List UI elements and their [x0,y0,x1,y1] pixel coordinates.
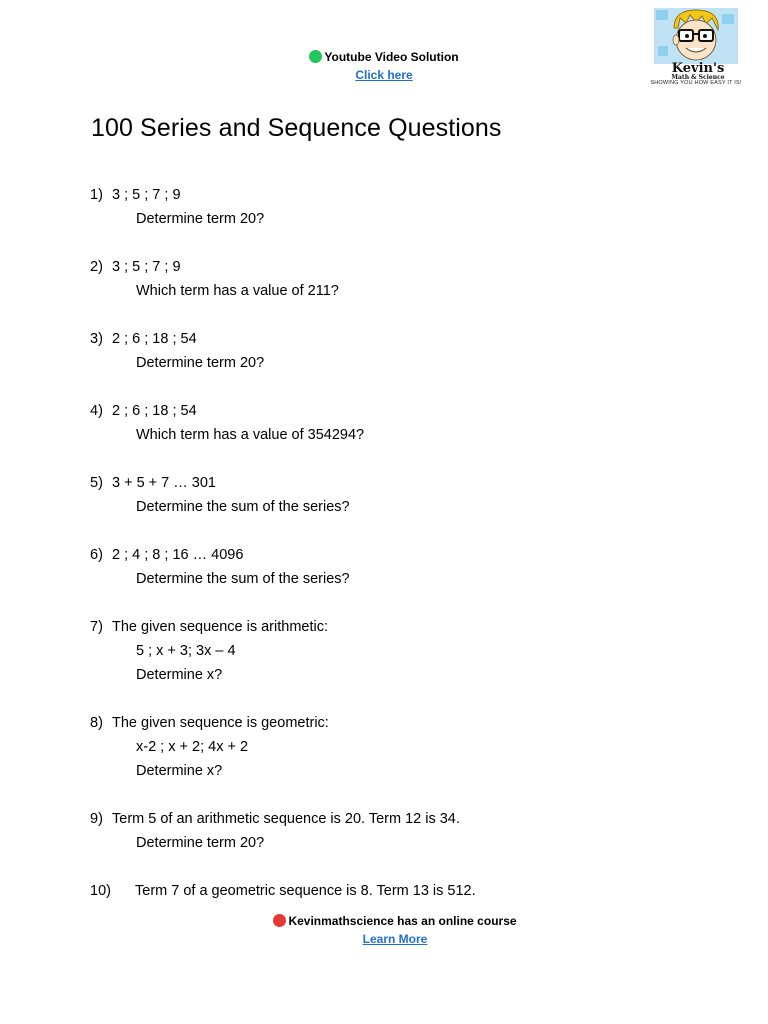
logo-name: Kevin's [671,61,725,76]
question-number: 6) [90,547,103,563]
question-line: Determine term 20? [136,835,265,851]
question-line: Determine the sum of the series? [136,571,350,587]
question-text: Term 7 of a geometric sequence is 8. Term 13 is 512. [135,883,476,899]
question-number: 3) [90,331,103,347]
logo-subname: Math & Science [671,74,725,81]
learn-more-link[interactable]: Learn More [362,932,428,946]
question-number: 5) [90,475,103,491]
question-number: 9) [90,811,103,827]
question-text: 3 ; 5 ; 7 ; 9 [112,259,181,275]
question-number: 2) [90,259,103,275]
question-text: 3 + 5 + 7 … 301 [112,475,216,491]
question-number: 7) [90,619,103,635]
question-item [90,183,650,231]
video-promo-label: Youtube Video Solution [324,50,459,64]
question-line: x-2 ; x + 2; 4x + 2 [136,739,249,755]
video-solution-link[interactable]: Click here [355,68,413,82]
question-line: Determine x? [136,763,223,779]
question-line: 5 ; x + 3; 3x – 4 [136,643,236,659]
question-item [90,879,650,903]
question-text: 2 ; 4 ; 8 ; 16 … 4096 [112,547,244,563]
question-text: 3 ; 5 ; 7 ; 9 [112,187,181,203]
question-text: Term 5 of an arithmetic sequence is 20. Term 12 is 34. [112,811,460,827]
question-number: 1) [90,187,103,203]
question-item [90,471,650,519]
course-promo-line [0,912,768,930]
question-number: 8) [90,715,103,731]
question-list [90,183,650,927]
question-line: Which term has a value of 211? [136,283,339,299]
question-item [90,807,650,855]
question-text: The given sequence is geometric: [112,715,329,731]
logo-tagline: SHOWING YOU HOW EASY IT IS! [650,80,742,86]
green-dot-icon [309,50,322,63]
question-item [90,327,650,375]
question-line: Which term has a value of 354294? [136,427,365,443]
question-number: 10) [90,883,111,899]
question-item [90,615,650,687]
red-dot-icon [273,914,286,927]
question-line: Determine the sum of the series? [136,499,350,515]
question-text: 2 ; 6 ; 18 ; 54 [112,331,197,347]
kevins-math-science-logo [644,6,748,90]
question-number: 4) [90,403,103,419]
question-text: 2 ; 6 ; 18 ; 54 [112,403,197,419]
question-line: Determine x? [136,667,223,683]
page-title: 100 Series and Sequence Questions [91,114,502,142]
course-promo [0,912,768,948]
question-line: Determine term 20? [136,355,265,371]
question-item [90,543,650,591]
question-item [90,399,650,447]
question-item [90,255,650,303]
question-text: The given sequence is arithmetic: [112,619,328,635]
question-item [90,711,650,783]
course-promo-label: Kevinmathscience has an online course [288,914,517,928]
question-line: Determine term 20? [136,211,265,227]
